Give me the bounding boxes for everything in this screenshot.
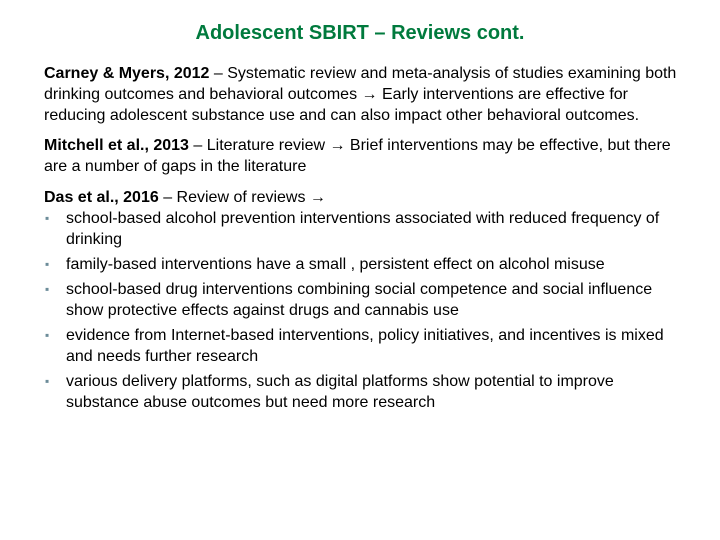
list-item-text: family-based interventions have a small , persistent effect on alcohol misuse [66, 256, 605, 273]
list-item [44, 279, 684, 321]
citation-carney-myers: Carney & Myers, 2012 [44, 65, 210, 82]
citation-das: Das et al., 2016 [44, 189, 159, 206]
list-item-text: evidence from Internet-based interventions, policy initiatives, and incentives is mixed and needs further research [66, 327, 664, 365]
das-findings-list [44, 208, 684, 413]
list-item [44, 371, 684, 413]
slide-title: Adolescent SBIRT – Reviews cont. [195, 22, 525, 44]
review-das-description: – Review of reviews [158, 189, 310, 206]
review-carney-myers-finding: Early interventions are effective for reducing adolescent substance use and can also impact other behavioral outcomes. [44, 86, 640, 124]
list-item-text: various delivery platforms, such as digital platforms show potential to improve substance abuse outcomes but need more research [66, 373, 614, 411]
review-carney-myers-description: – Systematic review and meta-analysis of studies examining both drinking outcomes and behavioral outcomes [44, 65, 677, 103]
review-mitchell-finding: Brief interventions may be effective, but there are a number of gaps in the literature [44, 137, 671, 175]
list-item [44, 325, 684, 367]
list-item [44, 208, 684, 250]
square-bullet-icon: ▪ [45, 328, 50, 342]
slide-content [44, 63, 684, 413]
review-mitchell [44, 135, 684, 177]
arrow-icon: → [361, 86, 378, 103]
square-bullet-icon: ▪ [45, 211, 50, 225]
arrow-icon: → [329, 137, 346, 154]
list-item [44, 254, 684, 275]
square-bullet-icon: ▪ [45, 282, 50, 296]
list-item-text: school-based drug interventions combining social competence and social influence show protective effects against drugs and cannabis use [66, 281, 653, 319]
arrow-icon: → [309, 189, 326, 206]
review-das [44, 187, 684, 208]
review-carney-myers [44, 63, 684, 126]
citation-mitchell: Mitchell et al., 2013 [44, 137, 189, 154]
list-item-text: school-based alcohol prevention interventions associated with reduced frequency of drinking [66, 210, 660, 248]
square-bullet-icon: ▪ [45, 257, 50, 271]
review-mitchell-description: – Literature review [188, 137, 330, 154]
square-bullet-icon: ▪ [45, 374, 50, 388]
